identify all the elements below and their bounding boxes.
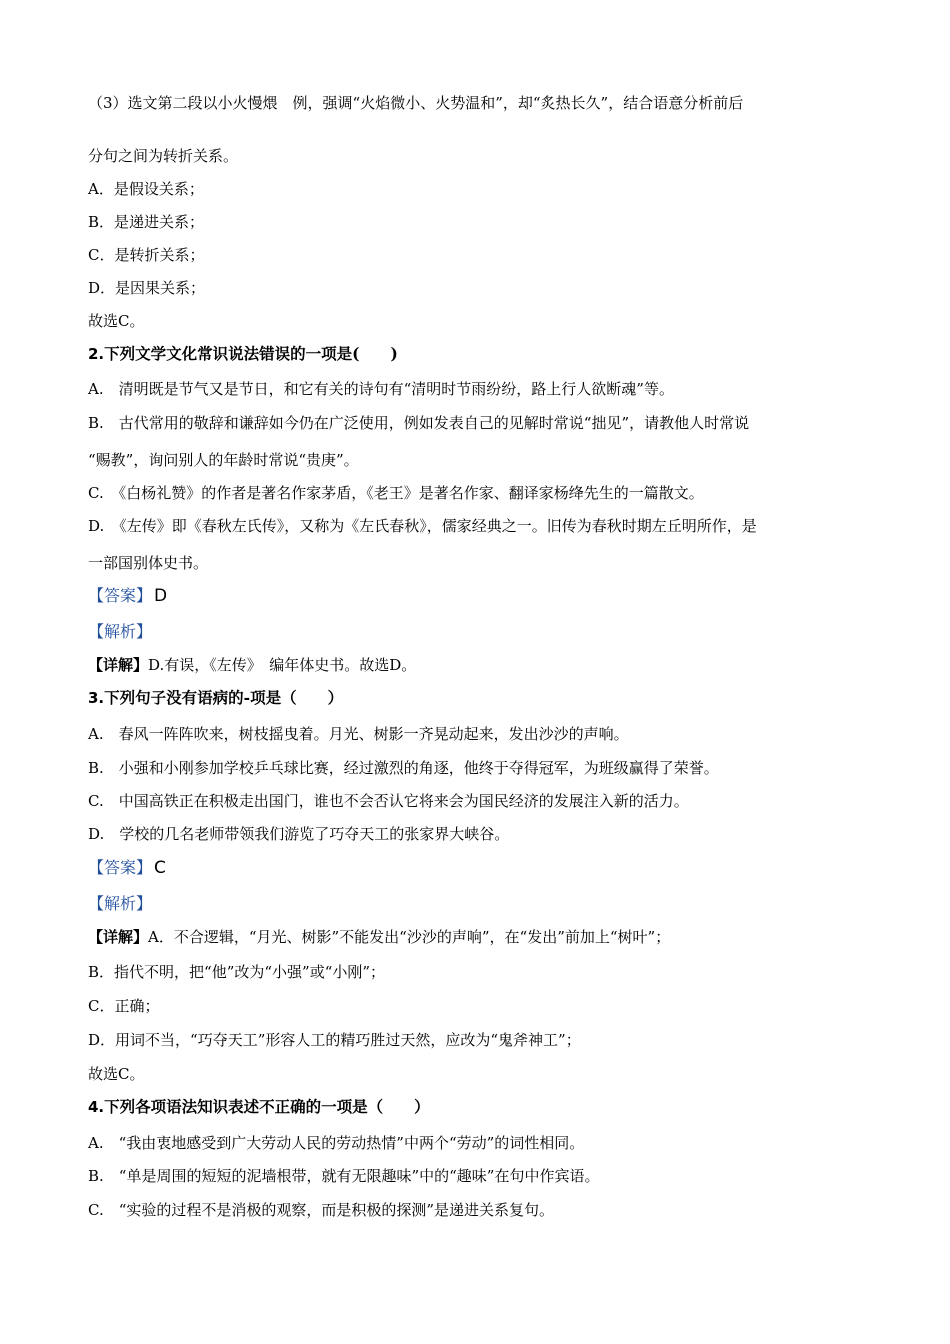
q3-option-a: A. 春风一阵阵吹来，树枝摇曳着。月光、树影一齐晃动起来，发出沙沙的声响。 [88,725,629,743]
detail-tag: 【详解】 [88,656,149,674]
paragraph-line: 分句之间为转折关系。 [88,147,239,165]
paragraph-line: （3）选文第二段以小火慢煨 例，强调“火焰微小、火势温和”，却“炙热长久”，结合语意分析前后 [88,94,744,112]
q2-option-b: B. 古代常用的敬辞和谦辞如今仍在广泛使用，例如发表自己的见解时常说“拙见”，请教他人时常说 [88,414,750,432]
q3-analysis [88,893,152,915]
option-b: B．是递进关系； [88,213,205,231]
q3-detail-b: B．指代不明，把“他”改为“小强”或“小刚”； [88,963,386,981]
q2-option-c: C. 《白杨礼赞》的作者是著名作家茅盾，《老王》是著名作家、翻译家杨绛先生的一篇散文。 [88,484,704,502]
q3-detail [88,926,670,948]
q4-option-a: A. “我由衷地感受到广大劳动人民的劳动热情”中两个“劳动”的词性相同。 [88,1134,585,1152]
q2-analysis [88,621,152,643]
option-a: A．是假设关系； [88,180,204,198]
q3-option-c: C. 中国高铁正在积极走出国门，谁也不会否认它将来会为国民经济的发展注入新的活力。 [88,792,689,810]
question-number: 3. [88,689,105,707]
detail-tag: 【详解】 [88,928,149,946]
question-2-stem [88,343,398,365]
q2-option-b-cont: “赐教”，询问别人的年龄时常说“贵庚”。 [88,451,359,469]
q3-detail-d: D．用词不当，“巧夺天工”形容人工的精巧胜过天然，应改为“鬼斧神工”； [88,1031,581,1049]
q3-detail-c: C．正确； [88,997,160,1015]
question-text: 下列各项语法知识表述不正确的一项是（ ） [104,1097,430,1116]
q3-option-b: B. 小强和小刚参加学校乒乓球比赛，经过激烈的角逐，他终于夺得冠军，为班级赢得了荣誉。 [88,759,719,777]
q2-option-d-cont: 一部国别体史书。 [88,554,209,572]
question-text: 下列句子没有语病的-项是（ ） [104,688,344,707]
question-number: 2. [88,345,105,363]
detail-text: A．不合逻辑，“月光、树影”不能发出“沙沙的声响”，在“发出”前加上“树叶”； [148,928,671,946]
option-c: C．是转折关系； [88,246,205,264]
question-text: 下列文学文化常识说法错误的一项是( ) [104,344,398,363]
q2-answer [88,585,167,607]
q2-option-a: A. 清明既是节气又是节日，和它有关的诗句有“清明时节雨纷纷，路上行人欲断魂”等。 [88,380,674,398]
q3-answer [88,857,166,879]
question-3-stem [88,687,343,709]
conclusion: 故选C。 [88,312,145,330]
q4-option-b: B. “单是周围的短短的泥墙根带，就有无限趣味”中的“趣味”在句中作宾语。 [88,1167,600,1185]
answer-tag: 【答案】 [88,586,153,605]
question-number: 4. [88,1098,105,1116]
analysis-tag: 【解析】 [88,622,153,641]
q2-detail [88,654,416,676]
q4-option-c: C. “实验的过程不是消极的观察，而是积极的探测”是递进关系复句。 [88,1201,555,1219]
q3-option-d: D. 学校的几名老师带领我们游览了巧夺天工的张家界大峡谷。 [88,825,510,843]
question-4-stem [88,1096,430,1118]
analysis-tag: 【解析】 [88,894,153,913]
q3-conclusion: 故选C。 [88,1065,145,1083]
answer-value: C [154,858,166,878]
option-d: D．是因果关系； [88,279,206,297]
answer-value: D [154,586,168,606]
detail-text: D.有误，《左传》 编年体史书。故选D。 [148,656,417,674]
q2-option-d: D. 《左传》即《春秋左氏传》，又称为《左氏春秋》，儒家经典之一。旧传为春秋时期左丘明所作，是 [88,517,757,535]
answer-tag: 【答案】 [88,858,153,877]
